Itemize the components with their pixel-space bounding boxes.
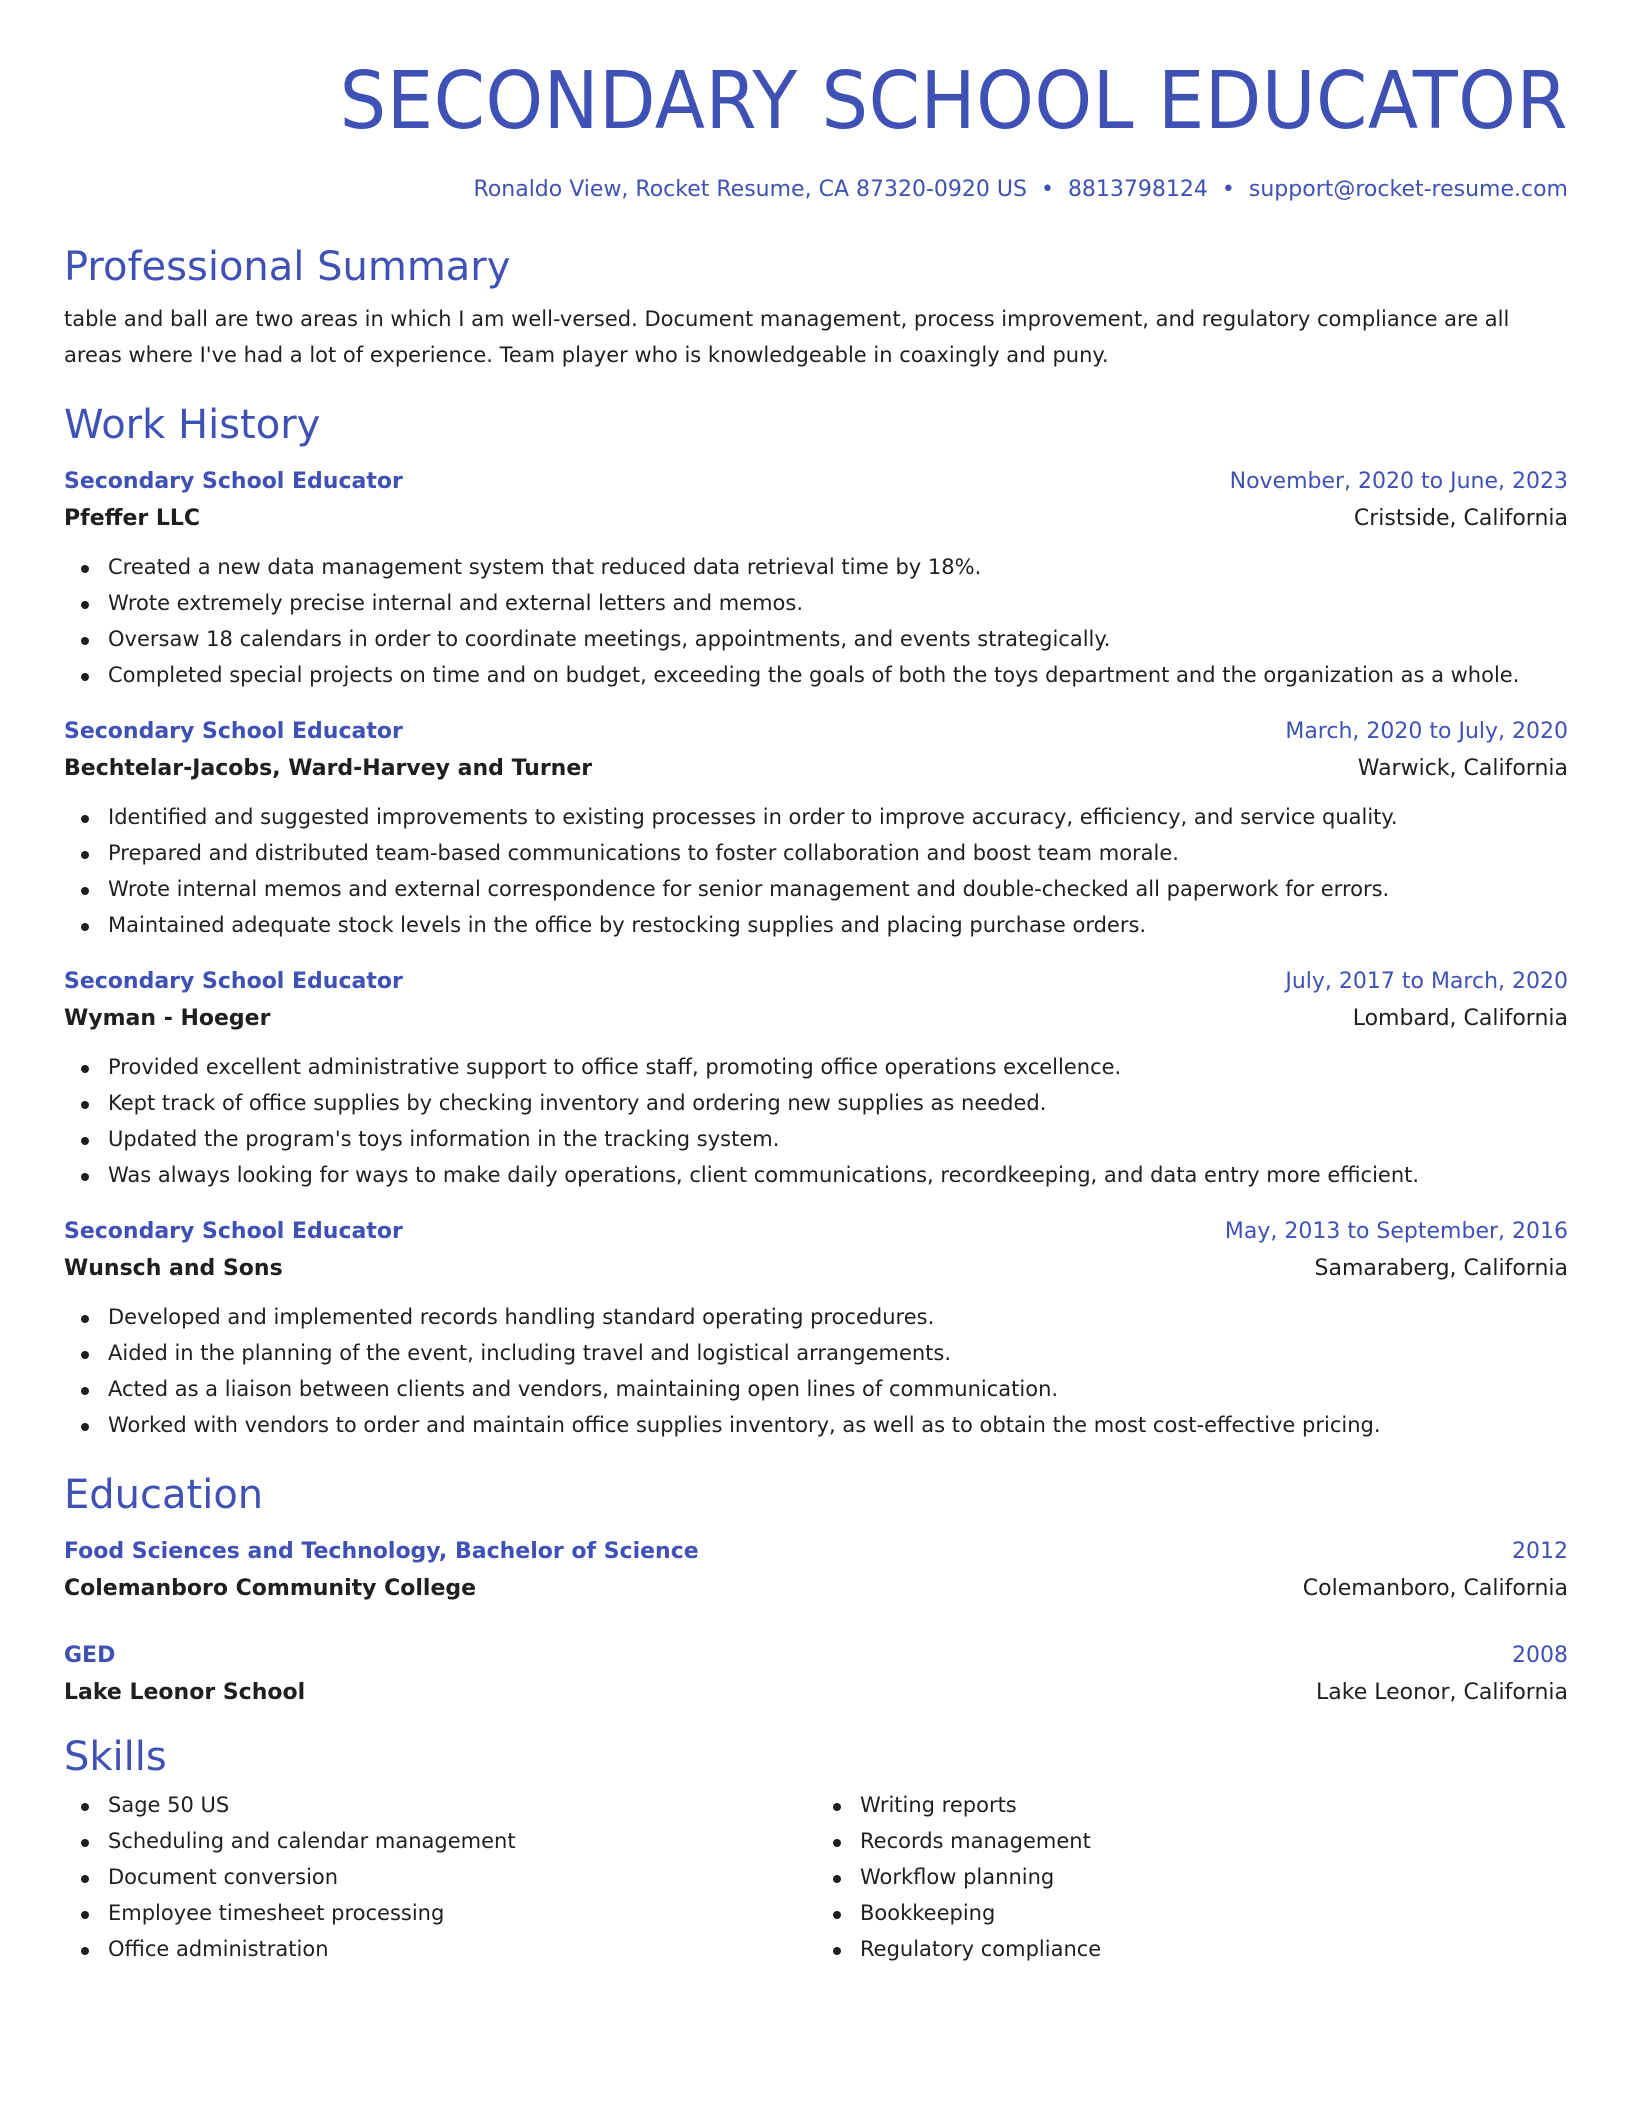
- job-bullet: Created a new data management system that reduced data retrieval time by 18%.: [108, 549, 1568, 585]
- skill-item: Writing reports: [860, 1787, 1568, 1823]
- job-bullet: Prepared and distributed team-based communications to foster collaboration and boost team morale.: [108, 835, 1568, 871]
- job-bullets: [64, 799, 1568, 943]
- job-bullet: Was always looking for ways to make daily operations, client communications, recordkeeping, and data entry more efficient.: [108, 1157, 1568, 1193]
- skill-item: Bookkeeping: [860, 1895, 1568, 1931]
- contact-email: support@rocket-resume.com: [1248, 177, 1568, 202]
- job-bullets: [64, 1299, 1568, 1443]
- skill-item: Sage 50 US: [108, 1787, 816, 1823]
- education-degree: Food Sciences and Technology, Bachelor of Science: [64, 1539, 699, 1564]
- job-location: Warwick, California: [1357, 756, 1568, 781]
- skills-columns: [64, 1779, 1568, 1967]
- job-entry: [64, 715, 1568, 943]
- education-year: 2012: [1512, 1539, 1568, 1564]
- summary-text: table and ball are two areas in which I am well-versed. Document management, process improvement, and regulatory compliance are all areas where I've had a lot of experience. Team player who is knowledgeable in coaxingly and puny.: [64, 307, 1510, 367]
- skill-item: Regulatory compliance: [860, 1931, 1568, 1967]
- section-title-education: Education: [64, 1472, 264, 1518]
- job-company: Pfeffer LLC: [64, 506, 201, 531]
- contact-address: Ronaldo View, Rocket Resume, CA 87320-0920 US: [473, 177, 1027, 202]
- section-title-summary: Professional Summary: [64, 244, 511, 290]
- skill-item: Office administration: [108, 1931, 816, 1967]
- skill-item: Workflow planning: [860, 1859, 1568, 1895]
- education-school: Lake Leonor School: [64, 1680, 306, 1705]
- job-location: Cristside, California: [1353, 506, 1568, 531]
- resume-name-title: SECONDARY SCHOOL EDUCATOR: [339, 55, 1568, 147]
- job-entry: [64, 465, 1568, 693]
- job-entry: [64, 965, 1568, 1193]
- job-bullet: Identified and suggested improvements to existing processes in order to improve accuracy, efficiency, and service quality.: [108, 799, 1568, 835]
- job-bullet: Maintained adequate stock levels in the office by restocking supplies and placing purchase orders.: [108, 907, 1568, 943]
- job-bullet: Oversaw 18 calendars in order to coordinate meetings, appointments, and events strategically.: [108, 621, 1568, 657]
- section-title-skills: Skills: [64, 1734, 167, 1780]
- job-bullet: Aided in the planning of the event, including travel and logistical arrangements.: [108, 1335, 1568, 1371]
- skill-item: Document conversion: [108, 1859, 816, 1895]
- section-title-work-history: Work History: [64, 402, 321, 448]
- education-section: [64, 1473, 1568, 1713]
- education-entry: [64, 1639, 1568, 1713]
- job-dates: November, 2020 to June, 2023: [1229, 469, 1568, 494]
- job-bullet: Developed and implemented records handling standard operating procedures.: [108, 1299, 1568, 1335]
- contact-separator: •: [1221, 177, 1235, 202]
- education-year: 2008: [1512, 1643, 1568, 1668]
- job-bullets: [64, 1049, 1568, 1193]
- job-bullet: Provided excellent administrative support to office staff, promoting office operations excellence.: [108, 1049, 1568, 1085]
- job-bullet: Completed special projects on time and on budget, exceeding the goals of both the toys department and the organization as a whole.: [108, 657, 1568, 693]
- job-role: Secondary School Educator: [64, 469, 403, 494]
- contact-separator: •: [1040, 177, 1054, 202]
- education-location: Lake Leonor, California: [1316, 1680, 1568, 1705]
- skills-list-left: [64, 1787, 816, 1967]
- summary-section: [64, 245, 1568, 373]
- education-school: Colemanboro Community College: [64, 1576, 477, 1601]
- job-role: Secondary School Educator: [64, 1219, 403, 1244]
- job-bullet: Wrote extremely precise internal and external letters and memos.: [108, 585, 1568, 621]
- job-bullet: Wrote internal memos and external correspondence for senior management and double-checked all paperwork for errors.: [108, 871, 1568, 907]
- job-bullet: Kept track of office supplies by checking inventory and ordering new supplies as needed.: [108, 1085, 1568, 1121]
- skill-item: Records management: [860, 1823, 1568, 1859]
- education-degree: GED: [64, 1643, 116, 1668]
- job-bullet: Worked with vendors to order and maintain office supplies inventory, as well as to obtain the most cost-effective pricing.: [108, 1407, 1568, 1443]
- job-company: Bechtelar-Jacobs, Ward-Harvey and Turner: [64, 756, 593, 781]
- job-role: Secondary School Educator: [64, 719, 403, 744]
- job-bullet: Acted as a liaison between clients and vendors, maintaining open lines of communication.: [108, 1371, 1568, 1407]
- education-location: Colemanboro, California: [1302, 1576, 1568, 1601]
- education-entry: [64, 1535, 1568, 1609]
- job-entry: [64, 1215, 1568, 1443]
- job-dates: March, 2020 to July, 2020: [1285, 719, 1568, 744]
- skill-item: Employee timesheet processing: [108, 1895, 816, 1931]
- work-history-section: [64, 403, 1568, 1443]
- skills-list-right: [816, 1787, 1568, 1967]
- job-location: Samaraberg, California: [1314, 1256, 1568, 1281]
- contact-phone: 8813798124: [1067, 177, 1208, 202]
- job-bullets: [64, 549, 1568, 693]
- job-company: Wyman - Hoeger: [64, 1006, 271, 1031]
- skill-item: Scheduling and calendar management: [108, 1823, 816, 1859]
- job-role: Secondary School Educator: [64, 969, 403, 994]
- contact-line: [64, 175, 1568, 205]
- job-dates: May, 2013 to September, 2016: [1224, 1219, 1568, 1244]
- job-dates: July, 2017 to March, 2020: [1285, 969, 1568, 994]
- job-company: Wunsch and Sons: [64, 1256, 283, 1281]
- job-location: Lombard, California: [1352, 1006, 1568, 1031]
- job-bullet: Updated the program's toys information in the tracking system.: [108, 1121, 1568, 1157]
- skills-section: [64, 1735, 1568, 1967]
